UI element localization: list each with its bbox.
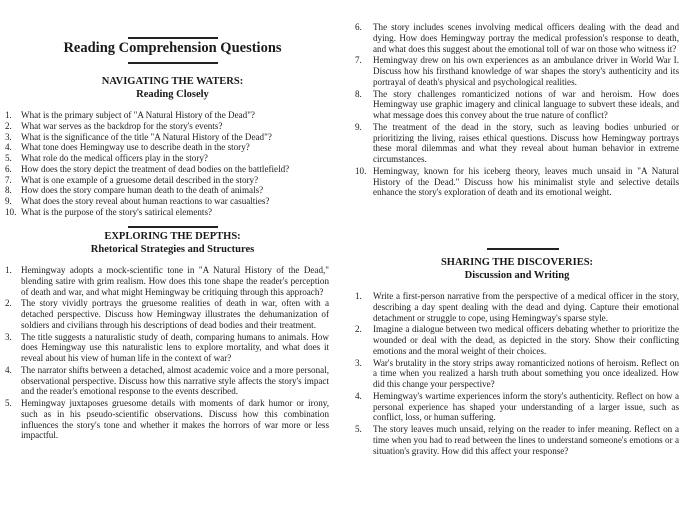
item-text: The story challenges romanticized notions of war and heroism. How does Hemingway use graphic imagery and clinical language to subvert these ideals, and what message does this convey about the true nature of conflict? [373,88,679,120]
list-item [5,132,340,143]
item-text: Hemingway drew on his own experiences as an ambulance driver in World War I. Discuss how his firsthand knowledge of war shapes the story's authenticity and its portrayal of death's physical and psychological realities. [373,55,679,87]
item-text: How does the story depict the treatment of dead bodies on the battlefield? [21,163,290,174]
item-number: 2. [5,298,12,309]
item-text: The treatment of the dead in the story, such as leaving bodies unburied or prioritizing the living, raises ethical questions. Discuss how Hemingway portrays these moral dilemmas and what they reveal about human behavior in extreme circumstances. [373,121,679,164]
list-item [355,291,679,323]
item-text: The title suggests a naturalistic study of death, comparing humans to animals. How does Hemingway use this naturalistic lens to explore mortality, and what does it reveal about his view of human life in the context of war? [21,331,329,363]
list-item [355,89,679,121]
item-number: 5. [355,424,362,434]
item-text: What war serves as the backdrop for the story's events? [21,120,223,131]
item-text: The narrator shifts between a detached, almost academic voice and a more personal, observational perspective. Discuss how this narrative style affects the story's impact and the reader's emotional response to the events described. [21,364,329,397]
item-number: 6. [5,163,12,174]
title-top-rule [128,37,218,39]
item-number: 1. [5,265,12,275]
section3-subheading: Discussion and Writing [464,269,570,281]
item-number: 3. [355,357,362,368]
list-item [5,164,340,175]
section2-list [5,265,329,441]
item-number: 4. [5,142,12,153]
list-item [5,265,329,297]
section3-heading-block [355,257,679,282]
item-text: The story vividly portrays the gruesome realities of death in war, often with a detached perspective. Discuss how Hemingway illustrates the dehumanization of soldiers and civilians through his descriptions of dead bodies and their treatment. [21,298,329,330]
item-text: What is one example of a gruesome detail described in the story? [21,174,259,185]
section2-heading: EXPLORING THE DEPTHS: [104,231,241,242]
list-item [355,55,679,87]
item-number: 3. [5,331,12,342]
list-item [5,153,340,164]
item-number: 9. [355,121,362,132]
item-text: The story leaves much unsaid, relying on the reader to infer meaning. Reflect on a time when you had to read between the lines to understand someone's emotions or a situation's gravity. How did this affect your response? [373,424,679,456]
list-item [5,332,329,364]
item-number: 5. [5,153,12,163]
list-item [5,185,340,196]
item-text: Hemingway juxtaposes gruesome details with moments of dark humor or irony, such as in his pseudo-scientific observations. Discuss how this combination influences the story's tone and whether it makes the horrors of war more or less impactful. [21,398,329,441]
item-text: What does the story reveal about human reactions to war casualties? [21,196,270,206]
list-item [5,196,340,207]
list-item [355,358,679,390]
list-item [355,391,679,423]
list-item [355,22,679,54]
list-item [355,324,679,356]
item-number: 1. [355,291,362,301]
item-number: 1. [5,110,12,120]
item-text: Write a first-person narrative from the perspective of a medical officer in the story, describing a day spent dealing with the dead and dying. Capture their emotional detachment or struggle to cope, using Hemingway's sparse style. [373,291,679,323]
item-text: What is the significance of the title "A Natural History of the Dead"? [21,131,272,142]
list-item [355,122,679,165]
section3-heading: SHARING THE DISCOVERIES: [440,257,594,268]
section1-list [5,110,340,218]
list-item [5,398,329,441]
item-text: What is the purpose of the story's satirical elements? [21,206,213,217]
item-text: War's brutality in the story strips away romanticized notions of heroism. Reflect on a time when you realized a harsh truth about something you once idealized. How did this change your perspective? [373,357,679,389]
item-number: 5. [5,398,12,408]
item-number: 8. [355,88,362,99]
item-text: What tone does Hemingway use to describe death in the story? [21,142,250,153]
item-number: 4. [5,364,12,375]
section1-subheading: Reading Closely [136,88,209,100]
item-number: 8. [5,185,12,196]
list-item [355,166,679,198]
page-title: Reading Comprehension Questions [63,40,282,56]
item-text: Hemingway's wartime experiences inform the story's authenticity. Reflect on how a personal experience has shaped your understanding of a larger issue, such as conflict, loss, or human suffering. [373,390,679,423]
list-item [5,365,329,397]
item-text: Imagine a dialogue between two medical officers debating whether to prioritize the wounded or deal with the dead, as depicted in the story. Show their conflicting emotions and the moral weight of their choices. [373,324,679,356]
section3-rule [487,248,559,250]
item-text: What is the primary subject of "A Natural History of the Dead"? [21,110,255,120]
item-text: Hemingway, known for his iceberg theory, leaves much unsaid in "A Natural History of the Dead." Discuss how his minimalist style and selective details enhance the story's exploration of death and its emotional weight. [373,165,679,198]
section2-continued-list [355,22,679,198]
item-text: The story includes scenes involving medical officers dealing with the dead and dying. How does Hemingway portray the medical profession's response to death, and what does this suggest about the emotional toll of war on those who witness it? [373,22,679,54]
item-number: 10. [355,165,367,176]
list-item [355,424,679,456]
item-number: 9. [5,196,12,206]
item-number: 2. [5,120,12,131]
section2-rule [128,226,218,228]
section1-heading-block [0,76,345,101]
list-item [5,121,340,132]
list-item [5,175,340,186]
section1-heading: NAVIGATING THE WATERS: [101,76,244,87]
list-item [5,298,329,330]
list-item [5,207,340,218]
title-bottom-rule [128,62,218,64]
item-text: What role do the medical officers play in the story? [21,153,208,163]
section2-subheading: Rhetorical Strategies and Structures [90,243,255,255]
list-item [5,110,340,121]
section3-list [355,291,679,456]
item-number: 4. [355,390,362,401]
item-text: Hemingway adopts a mock-scientific tone in "A Natural History of the Dead," blending satire with grim realism. How does this tone shape the reader's perception of death and war, and what might Hemingway be critiquing through this approach? [21,265,329,297]
item-number: 10. [5,206,17,217]
item-number: 7. [355,55,362,66]
item-number: 7. [5,174,12,185]
item-text: How does the story compare human death to the death of animals? [21,185,264,196]
section2-heading-block [0,231,345,256]
item-number: 2. [355,324,362,335]
list-item [5,142,340,153]
item-number: 6. [355,22,362,32]
item-number: 3. [5,131,12,142]
